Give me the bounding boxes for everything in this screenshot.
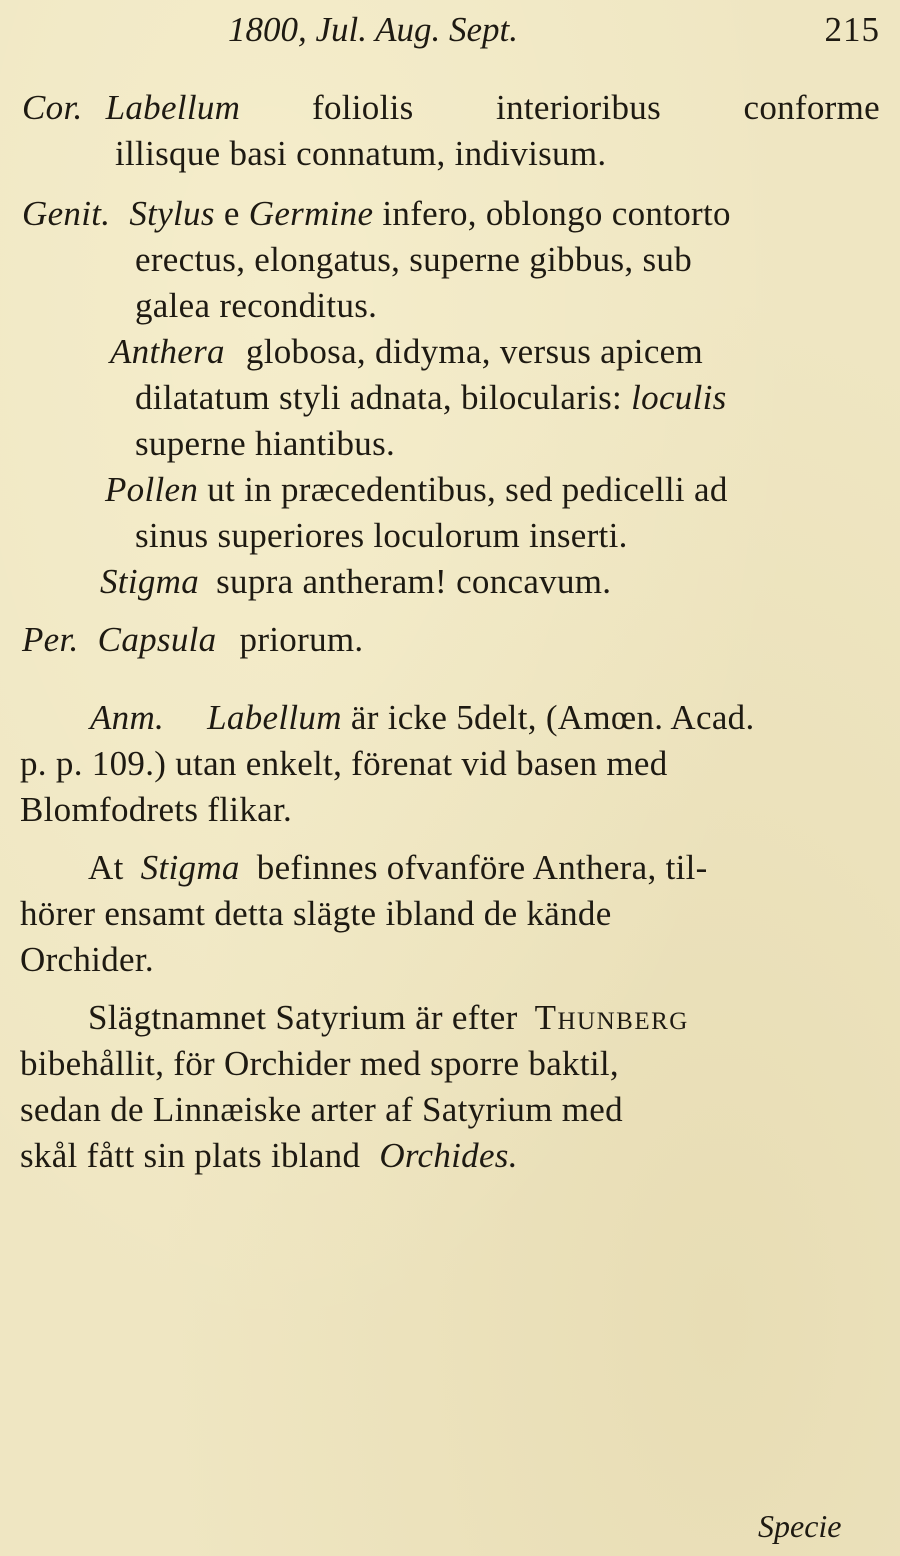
- pollen-line-1-rest: ut in præcedentibus, sed pedicelli ad: [207, 470, 728, 509]
- cor-term: Labellum: [105, 88, 241, 127]
- cor-line-1-words: [312, 86, 880, 130]
- cor-line-1: [22, 86, 880, 130]
- genit-line-2: erectus, elongatus, superne gibbus, sub: [135, 240, 693, 279]
- cor-line-2: illisque basi connatum, indivisum.: [115, 134, 607, 173]
- satyrium-para-line-1: [88, 996, 689, 1040]
- cor-word-2: interioribus: [496, 88, 662, 127]
- anm-line-1: [90, 696, 755, 740]
- genit-line-1-rest: infero, oblongo contorto: [382, 194, 731, 233]
- pollen-line-1: [105, 468, 728, 512]
- anthera-line-1: [110, 330, 703, 374]
- satyrium-para-l4-pre: skål fått sin plats ibland: [20, 1136, 361, 1175]
- stylus-term: Stylus: [129, 194, 215, 233]
- cor-label: Cor.: [22, 88, 83, 127]
- satyrium-para-line-3: sedan de Linnæiske arter af Satyrium med: [20, 1090, 623, 1129]
- stigma-line: [100, 560, 611, 604]
- genit-e: e: [223, 194, 240, 233]
- anthera-line-3: superne hiantibus.: [135, 424, 396, 463]
- stigma-para-pre: At: [88, 848, 124, 887]
- catchword: Specie: [758, 1508, 842, 1544]
- per-line: [22, 618, 363, 662]
- cor-word-1: foliolis: [312, 88, 414, 127]
- satyrium-para-line-2: bibehållit, för Orchider med sporre baktil,: [20, 1044, 619, 1083]
- page-number: 215: [824, 10, 880, 49]
- stigma-term: Stigma: [100, 562, 200, 601]
- stigma-para-line-3: Orchider.: [20, 940, 154, 979]
- running-header: [0, 10, 900, 60]
- per-label: Per.: [22, 620, 79, 659]
- anm-term: Labellum: [207, 698, 342, 737]
- anthera-line-1-rest: globosa, didyma, versus apicem: [245, 332, 704, 371]
- anm-line-1-rest: är icke 5delt, (Amœn. Acad.: [350, 698, 755, 737]
- loculis-term: loculis: [631, 378, 727, 417]
- stigma-para-line-2: hörer ensamt detta slägte ibland de kände: [20, 894, 612, 933]
- stigma-para-line-1: [88, 846, 708, 890]
- anthera-term: Anthera: [110, 332, 225, 371]
- cor-word-3: conforme: [743, 88, 880, 127]
- anthera-line-2: [135, 376, 727, 420]
- genit-label: Genit.: [22, 194, 111, 233]
- orchides-term: Orchides.: [379, 1136, 518, 1175]
- satyrium-para-pre: Slägtnamnet Satyrium är efter: [88, 998, 518, 1037]
- anthera-line-2-text: dilatatum styli adnata, bilocularis:: [135, 378, 623, 417]
- anm-label: Anm.: [90, 698, 165, 737]
- anm-line-3: Blomfodrets flikar.: [20, 790, 293, 829]
- genit-line-1: [22, 192, 731, 236]
- pollen-term: Pollen: [105, 470, 199, 509]
- germine-term: Germine: [248, 194, 374, 233]
- anm-line-2: p. p. 109.) utan enkelt, förenat vid basen med: [20, 744, 668, 783]
- pollen-line-2: sinus superiores loculorum inserti.: [135, 516, 628, 555]
- per-term: Capsula: [97, 620, 217, 659]
- satyrium-para-line-4: [20, 1134, 518, 1178]
- per-rest: priorum.: [239, 620, 364, 659]
- header-title: 1800, Jul. Aug. Sept.: [228, 10, 519, 49]
- stigma-para-term: Stigma: [140, 848, 240, 887]
- stigma-line-rest: supra antheram! concavum.: [216, 562, 612, 601]
- thunberg-name: Thunberg: [534, 998, 689, 1037]
- genit-line-3: galea reconditus.: [135, 286, 378, 325]
- stigma-para-rest: befinnes ofvanföre Anthera, til-: [256, 848, 708, 887]
